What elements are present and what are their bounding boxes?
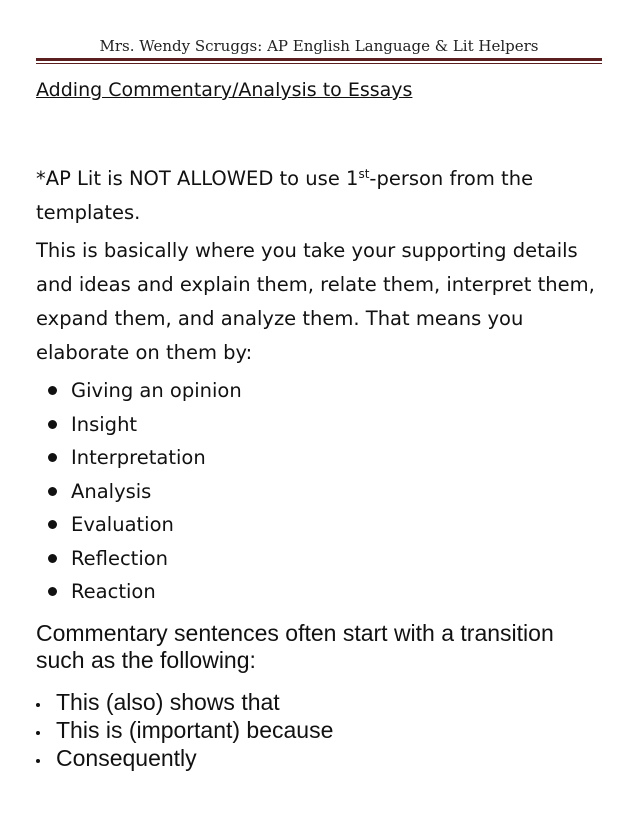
transition-text: This is (important) because [56, 717, 334, 743]
list-item [48, 408, 242, 442]
note-text-start: *AP Lit is NOT ALLOWED to use 1 [36, 167, 359, 190]
list-item-text: Interpretation [71, 446, 206, 469]
list-item [48, 374, 242, 408]
list-item [48, 475, 242, 509]
bullet-icon [48, 587, 57, 596]
bullet-icon [36, 731, 40, 735]
page-header-title: Mrs. Wendy Scruggs: AP English Language & Lit Helpers [99, 37, 539, 55]
list-item [48, 441, 242, 475]
ap-lit-note [36, 162, 608, 230]
bullet-icon [36, 759, 40, 763]
bullet-icon [36, 703, 40, 707]
list-item-text: Evaluation [71, 513, 174, 536]
note-superscript: st [358, 167, 370, 181]
list-item-text: Reaction [71, 580, 156, 603]
document-title: Adding Commentary/Analysis to Essays [36, 79, 413, 101]
bullet-icon [48, 386, 57, 395]
bullet-icon [48, 554, 57, 563]
list-item-text: Reflection [71, 546, 169, 570]
commentary-intro: Commentary sentences often start with a transition such as the following: [36, 620, 554, 673]
list-item-text: Analysis [71, 479, 152, 503]
bullet-icon [48, 420, 57, 429]
transition-text: This (also) shows that [56, 689, 280, 715]
list-item [36, 744, 333, 772]
transition-text: Consequently [56, 745, 197, 771]
list-item-text: Insight [71, 412, 138, 436]
list-item [36, 688, 333, 716]
transition-list [36, 688, 333, 772]
bullet-icon [48, 520, 57, 529]
note-text-end: -person from the templates. [36, 167, 534, 224]
list-item [48, 575, 242, 609]
intro-paragraph: This is basically where you take your supporting details and ideas and explain them, relate them, interpret them, expand them, and analyze them. That means you elaborate on them by: [36, 239, 595, 364]
header-divider-thin [36, 63, 602, 64]
list-item [36, 716, 333, 744]
header-divider-thick [36, 58, 602, 61]
list-item [48, 508, 242, 542]
bullet-icon [48, 453, 57, 462]
list-item [48, 542, 242, 576]
list-item-text: Giving an opinion [71, 379, 242, 402]
elaboration-list [48, 374, 242, 609]
bullet-icon [48, 487, 57, 496]
